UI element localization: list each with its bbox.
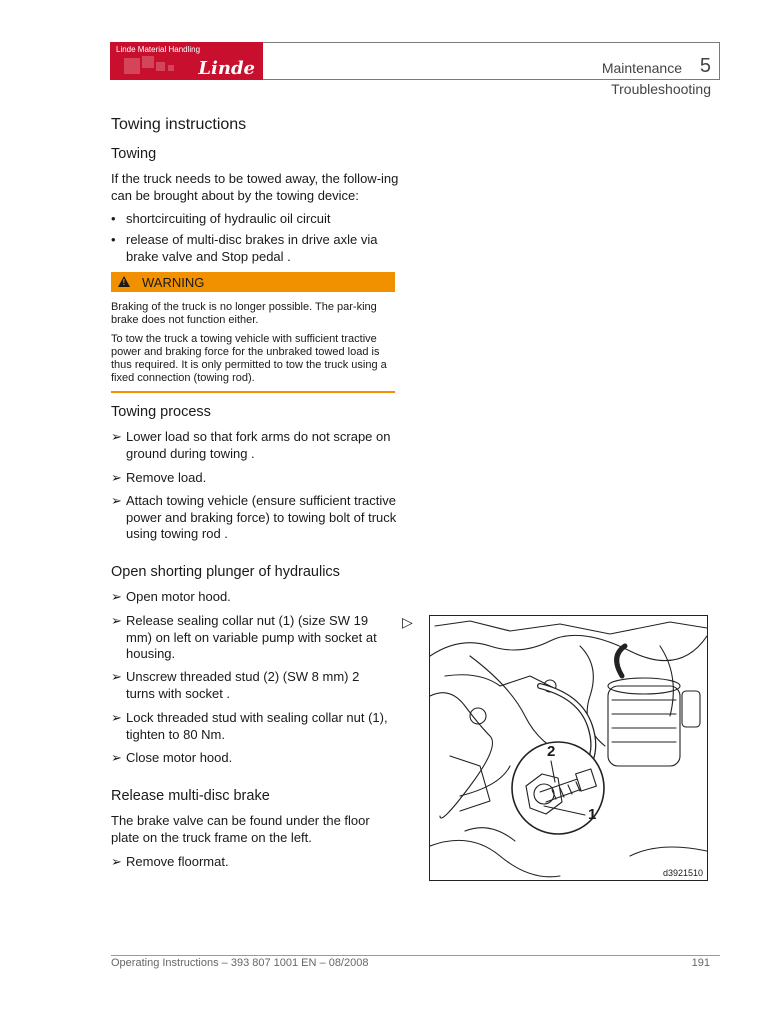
callout-2: 2: [547, 743, 556, 760]
bullet-marker: •: [111, 211, 116, 226]
warning-banner: ! WARNING: [111, 272, 395, 292]
towing-heading: Towing: [111, 146, 157, 162]
step-item: [111, 669, 391, 702]
step-text: Lock threaded stud with sealing collar nut (1), tighten to 80 Nm.: [126, 710, 388, 742]
step-arrow-icon: ➢: [111, 493, 122, 508]
shorting-heading: Open shorting plunger of hydraulics: [111, 564, 340, 580]
step-arrow-icon: ➢: [111, 750, 122, 765]
section-title: Maintenance: [601, 60, 682, 76]
page-title: Towing instructions: [111, 116, 247, 133]
step-arrow-icon: ➢: [111, 589, 122, 604]
warning-rule: [111, 391, 395, 393]
list-item-text: shortcircuiting of hydraulic oil circuit: [126, 211, 331, 226]
step-item: [111, 710, 391, 743]
step-text: Attach towing vehicle (ensure sufficient tractive power and braking force) to towing bolt of truck using towing rod .: [126, 493, 397, 541]
step-item: [111, 750, 401, 767]
step-text: Remove floormat.: [126, 854, 229, 869]
step-text: Remove load.: [126, 470, 207, 485]
brake-intro: The brake valve can be found under the floor plate on the truck frame on the left.: [111, 813, 370, 845]
page-number: 191: [691, 957, 710, 969]
step-arrow-icon: ➢: [111, 613, 122, 628]
subsection-title: Troubleshooting: [611, 81, 711, 97]
header-rule-bottom: [263, 79, 720, 80]
step-item: [111, 589, 401, 606]
step-text: Close motor hood.: [126, 750, 233, 765]
list-item: [111, 232, 401, 265]
step-arrow-icon: ➢: [111, 470, 122, 485]
step-text: Release sealing collar nut (1) (size SW 19 mm) on left on variable pump with socket at housing.: [126, 613, 377, 661]
towing-intro: If the truck needs to be towed away, the follow-ing can be brought about by the towing device:: [111, 171, 399, 203]
step-item: [111, 854, 401, 871]
header-rule-top: [263, 42, 720, 43]
step-item: [111, 613, 391, 663]
footer-text: Operating Instructions – 393 807 1001 EN – 08/2008: [111, 957, 369, 969]
warning-label: WARNING: [142, 275, 205, 290]
figure-pointer-icon: ▷: [402, 614, 413, 630]
footer-rule: [111, 955, 720, 956]
header-rule-side: [719, 42, 720, 80]
company-name: Linde Material Handling: [116, 45, 201, 54]
step-arrow-icon: ➢: [111, 429, 122, 444]
warning-text: To tow the truck a towing vehicle with sufficient tractive power and braking force for the unbraked towed load is thus required. It is only permitted to tow the truck using a fixed connection (towing rod).: [111, 333, 387, 384]
callout-1: 1: [588, 806, 597, 823]
bullet-marker: •: [111, 232, 116, 247]
step-text: Unscrew threaded stud (2) (SW 8 mm) 2 turns with socket .: [126, 669, 360, 701]
towing-process-heading: Towing process: [111, 404, 211, 420]
list-item-text: release of multi-disc brakes in drive axle via brake valve and Stop pedal .: [126, 232, 378, 264]
engine-figure: [429, 615, 708, 881]
figure-id: d3921510: [662, 868, 703, 878]
step-text: Open motor hood.: [126, 589, 231, 604]
step-arrow-icon: ➢: [111, 854, 122, 869]
step-text: Lower load so that fork arms do not scrape on ground during towing .: [126, 429, 391, 461]
step-item: [111, 493, 401, 543]
step-item: [111, 429, 401, 462]
linde-logo: [110, 42, 263, 80]
warning-text: Braking of the truck is no longer possible. The par-king brake does not function either.: [111, 301, 377, 326]
brake-heading: Release multi-disc brake: [111, 788, 270, 804]
step-arrow-icon: ➢: [111, 669, 122, 684]
brand-name: Linde: [198, 58, 255, 79]
step-arrow-icon: ➢: [111, 710, 122, 725]
step-item: [111, 470, 401, 487]
engine-illustration: [430, 616, 707, 880]
chapter-number: 5: [699, 55, 711, 77]
list-item: [111, 211, 401, 228]
